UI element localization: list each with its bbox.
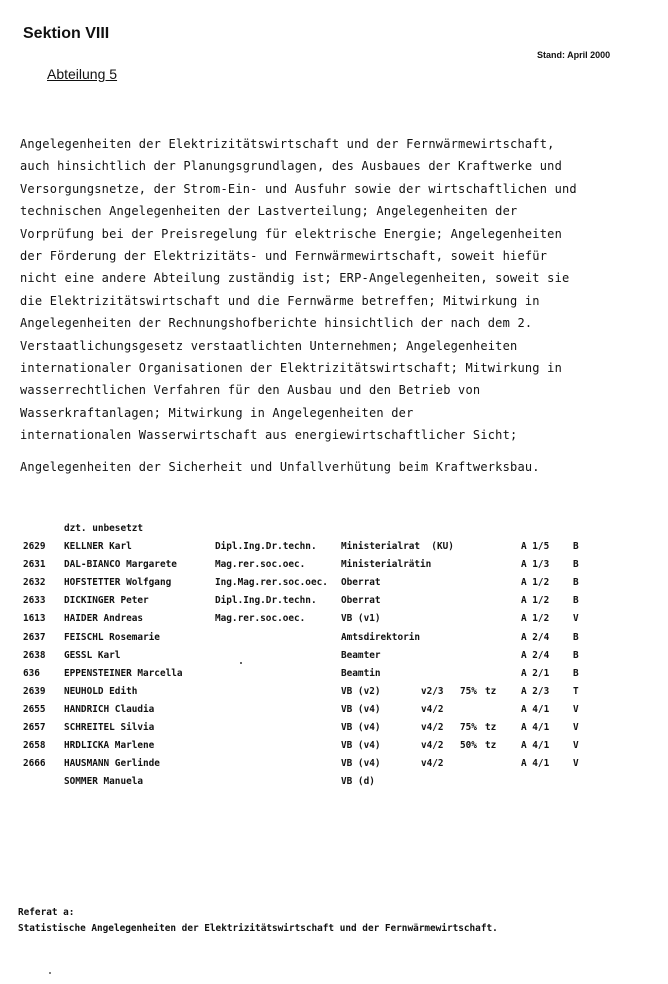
staff-grade: A 4/1	[521, 703, 550, 715]
description-line: Vorprüfung bei der Preisregelung für elektrische Energie; Angelegenheiten	[20, 226, 562, 241]
staff-class: T	[573, 685, 579, 697]
referat-section	[18, 905, 498, 937]
staff-position: VB (v4)	[341, 758, 381, 770]
staff-grade: A 1/2	[521, 613, 550, 625]
staff-position: Beamtin	[341, 667, 381, 679]
description-line: internationalen Wasserwirtschaft aus energiewirtschaftlicher Sicht;	[20, 428, 518, 443]
staff-number: 2638	[23, 649, 46, 661]
staff-name: KELLNER Karl	[64, 541, 132, 553]
staff-grade: A 4/1	[521, 758, 550, 770]
scan-mark	[240, 662, 242, 664]
description-line: die Elektrizitätswirtschaft und die Fernwärme betreffen; Mitwirkung in	[20, 293, 540, 308]
staff-number: 1613	[23, 613, 46, 625]
staff-class: V	[573, 722, 579, 734]
staff-grade: A 4/1	[521, 722, 550, 734]
staff-number: 2632	[23, 577, 46, 589]
section-title: Sektion VIII	[23, 25, 110, 42]
staff-class: B	[573, 559, 579, 571]
staff-name: HOFSTETTER Wolfgang	[64, 577, 172, 589]
stand-date: Stand: April 2000	[537, 50, 611, 60]
staff-position: VB (d)	[341, 776, 375, 788]
staff-grade: A 2/1	[521, 667, 550, 679]
staff-number: 2655	[23, 703, 46, 715]
staff-name: NEUHOLD Edith	[64, 685, 138, 697]
staff-schema: v4/2	[421, 722, 444, 734]
staff-academic-title: Mag.rer.soc.oec.	[215, 613, 306, 625]
staff-number: 2631	[23, 559, 46, 571]
staff-number: 2666	[23, 758, 46, 770]
staff-class: V	[573, 758, 579, 770]
staff-position: VB (v4)	[341, 722, 381, 734]
staff-class: V	[573, 740, 579, 752]
staff-schema: v2/3	[421, 685, 444, 697]
description-line: internationaler Organisationen der Elektrizitätswirtschaft; Mitwirkung in	[20, 361, 562, 376]
staff-schema: v4/2	[421, 703, 444, 715]
staff-schema: v4/2	[421, 758, 444, 770]
staff-grade: A 1/2	[521, 577, 550, 589]
staff-name: DICKINGER Peter	[64, 595, 149, 607]
staff-class: B	[573, 667, 579, 679]
staff-grade: A 2/4	[521, 649, 550, 661]
staff-grade: A 1/2	[521, 595, 550, 607]
staff-number: 2658	[23, 740, 46, 752]
staff-name: HAIDER Andreas	[64, 613, 144, 625]
staff-name: FEISCHL Rosemarie	[64, 631, 160, 643]
staff-parttime: tz	[485, 722, 497, 734]
description-line: Angelegenheiten der Elektrizitätswirtschaft und der Fernwärmewirtschaft,	[20, 137, 555, 151]
description-line: der Förderung der Elektrizitäts- und Fernwärmewirtschaft, soweit hiefür	[20, 249, 548, 264]
staff-class: V	[573, 613, 579, 625]
staff-position: Oberrat	[341, 595, 381, 607]
staff-position: Ministerialrätin	[341, 559, 432, 571]
staff-name: HRDLICKA Marlene	[64, 740, 155, 752]
staff-academic-title: Ing.Mag.rer.soc.oec.	[215, 577, 328, 589]
staff-academic-title: Mag.rer.soc.oec.	[215, 559, 306, 571]
staff-class: B	[573, 577, 579, 589]
staff-name: SOMMER Manuela	[64, 776, 144, 788]
staff-class: V	[573, 703, 579, 715]
staff-class: B	[573, 541, 579, 553]
description-line: Angelegenheiten der Rechnungshofberichte hinsichtlich der nach dem 2.	[20, 316, 533, 331]
staff-name: DAL-BIANCO Margarete	[64, 559, 177, 571]
staff-number: 2633	[23, 595, 46, 607]
staff-grade: A 2/3	[521, 685, 550, 697]
staff-class: B	[573, 649, 579, 661]
description-line: Versorgungsnetze, der Strom-Ein- und Ausfuhr sowie der wirtschaftlichen und	[20, 181, 577, 196]
staff-academic-title: Dipl.Ing.Dr.techn.	[215, 541, 317, 553]
staff-name: GESSL Karl	[64, 649, 121, 661]
staff-position: VB (v4)	[341, 740, 381, 752]
referat-label: Referat a:	[18, 907, 75, 918]
staff-schema: v4/2	[421, 740, 444, 752]
staff-class: B	[573, 631, 579, 643]
staff-academic-title: Dipl.Ing.Dr.techn.	[215, 595, 317, 607]
staff-name: HAUSMANN Gerlinde	[64, 758, 160, 770]
staff-percent: 75%	[460, 722, 477, 734]
staff-position: VB (v1)	[341, 613, 381, 625]
description-line: technischen Angelegenheiten der Lastverteilung; Angelegenheiten der	[20, 204, 518, 219]
description-line: nicht eine andere Abteilung zuständig ist; ERP-Angelegenheiten, soweit sie	[20, 271, 570, 286]
department-description	[20, 133, 660, 478]
staff-parttime: tz	[485, 685, 497, 697]
description-line: auch hinsichtlich der Planungsgrundlagen, des Ausbaues der Kraftwerke und	[20, 159, 562, 174]
staff-position: Amtsdirektorin	[341, 631, 421, 643]
referat-text: Statistische Angelegenheiten der Elektrizitätswirtschaft und der Fernwärmewirtschaft.	[18, 923, 498, 934]
staff-name: SCHREITEL Silvia	[64, 722, 155, 734]
staff-name: EPPENSTEINER Marcella	[64, 667, 183, 679]
description-line: Verstaatlichungsgesetz verstaatlichten Unternehmen; Angelegenheiten	[20, 338, 518, 353]
staff-percent: 50%	[460, 740, 477, 752]
staff-grade: A 4/1	[521, 740, 550, 752]
staff-position: VB (v4)	[341, 703, 381, 715]
description-line: Wasserkraftanlagen; Mitwirkung in Angelegenheiten der	[20, 405, 414, 420]
description-closing: Angelegenheiten der Sicherheit und Unfallverhütung beim Kraftwerksbau.	[20, 459, 540, 474]
staff-name: dzt. unbesetzt	[64, 523, 144, 534]
staff-number: 2629	[23, 541, 46, 553]
staff-position: Beamter	[341, 649, 381, 661]
staff-position: Ministerialrat (KU)	[341, 541, 454, 553]
department-title: Abteilung 5	[47, 66, 118, 82]
staff-grade: A 1/3	[521, 559, 550, 571]
staff-number: 2637	[23, 631, 46, 643]
staff-position: VB (v2)	[341, 685, 381, 697]
staff-parttime: tz	[485, 740, 497, 752]
staff-grade: A 1/5	[521, 541, 550, 553]
staff-number: 2657	[23, 722, 46, 734]
description-line: wasserrechtlichen Verfahren für den Ausbau und den Betrieb von	[20, 383, 481, 398]
staff-position: Oberrat	[341, 577, 381, 589]
staff-name: HANDRICH Claudia	[64, 703, 155, 715]
staff-number: 636	[23, 667, 40, 679]
staff-percent: 75%	[460, 685, 477, 697]
staff-number: 2639	[23, 685, 46, 697]
staff-class: B	[573, 595, 579, 607]
scan-speck	[49, 972, 51, 974]
staff-grade: A 2/4	[521, 631, 550, 643]
